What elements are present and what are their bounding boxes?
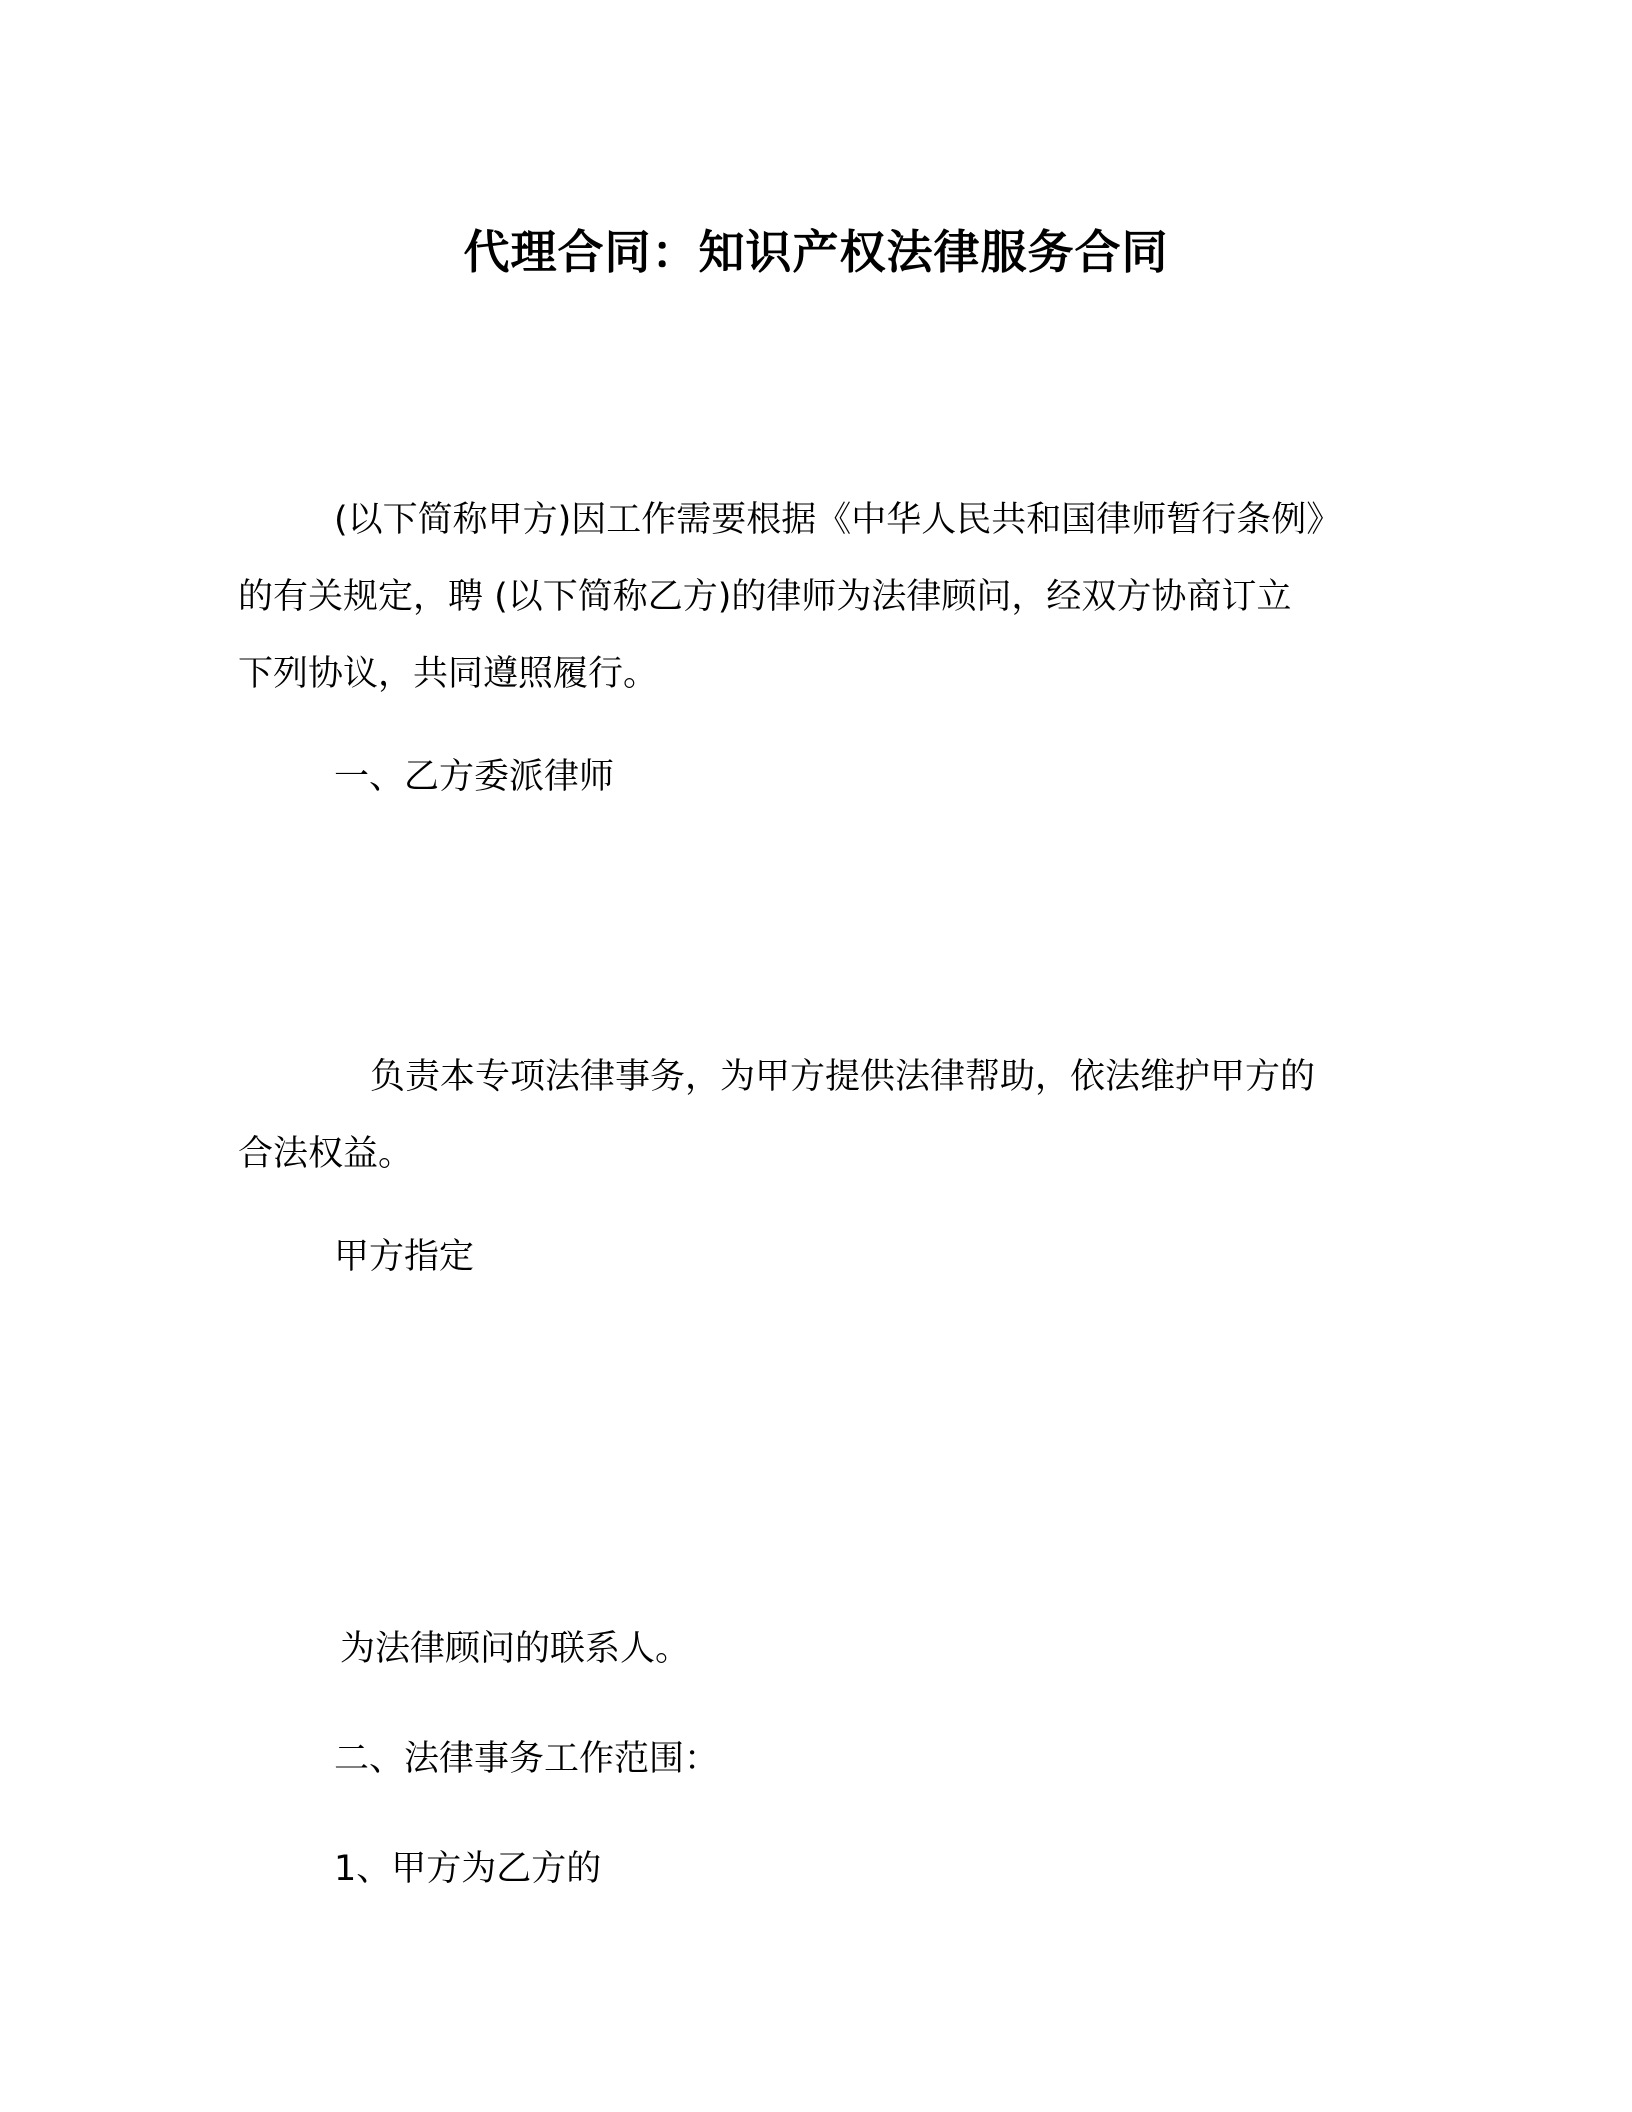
intro-line-3: 下列协议，共同遵照履行。 (238, 654, 659, 694)
duty-paragraph (238, 1039, 1315, 1193)
intro-line-2: 的有关规定，聘 (以下简称乙方)的律师为法律顾问，经双方协商订立 (238, 577, 1292, 617)
designate-text: 甲方指定 (334, 1237, 475, 1277)
intro-paragraph (238, 482, 1341, 713)
item-1-text: 1、甲方为乙方的 (334, 1849, 602, 1889)
duty-line-1: 负责本专项法律事务，为甲方提供法律帮助，依法维护甲方的 (370, 1057, 1316, 1097)
contact-text: 为法律顾问的联系人。 (340, 1629, 691, 1669)
section-1-heading: 一、乙方委派律师 (334, 757, 615, 797)
duty-line-2: 合法权益。 (238, 1134, 414, 1174)
intro-line-1: (以下简称甲方)因工作需要根据《中华人民共和国律师暂行条例》 (334, 500, 1342, 540)
section-2-heading: 二、法律事务工作范围： (334, 1739, 720, 1779)
document-title: 代理合同：知识产权法律服务合同 (463, 225, 1169, 279)
